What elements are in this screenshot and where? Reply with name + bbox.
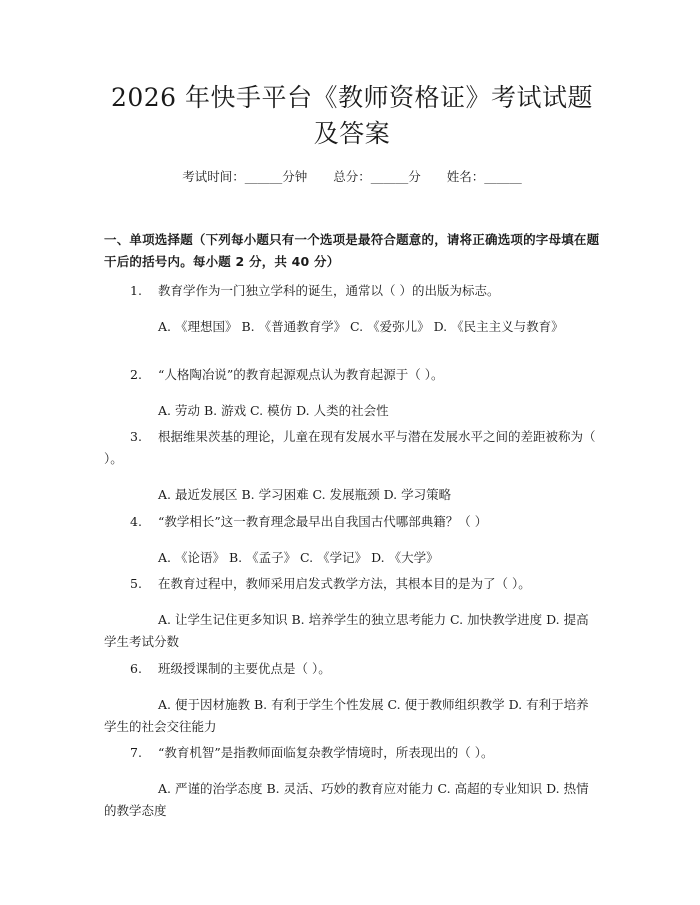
question-stem: 在教育过程中，教师采用启发式教学方法，其根本目的是为了（ ）。 [158, 576, 531, 591]
exam-meta [104, 167, 600, 187]
question-number: 4. [130, 514, 142, 529]
total-score: 总分：______分 [333, 169, 421, 184]
exam-time: 考试时间：______分钟 [182, 169, 308, 184]
question-1 [104, 280, 600, 338]
question-number: 7. [130, 745, 142, 760]
question-options: A. 劳动 B. 游戏 C. 模仿 D. 人类的社会性 [158, 403, 389, 418]
question-options: A. 最近发展区 B. 学习困难 C. 发展瓶颈 D. 学习策略 [158, 487, 452, 502]
question-options: A. 《理想国》 B. 《普通教育学》 C. 《爱弥儿》 D. 《民主主义与教育》 [158, 319, 564, 334]
question-number: 1. [130, 283, 142, 298]
question-number: 5. [130, 576, 142, 591]
question-options: A. 便于因材施教 B. 有利于学生个性发展 C. 便于教师组织教学 D. 有利于培养学生的社会交往能力 [104, 697, 589, 734]
student-name: 姓名：______ [446, 169, 522, 184]
question-stem: “教育机智”是指教师面临复杂教学情境时，所表现出的（ ）。 [158, 745, 494, 760]
question-2 [104, 364, 600, 422]
question-stem: “人格陶冶说”的教育起源观点认为教育起源于（ ）。 [158, 367, 444, 382]
question-options: A. 《论语》 B. 《孟子》 C. 《学记》 D. 《大学》 [158, 550, 439, 565]
question-stem: 班级授课制的主要优点是（ ）。 [158, 661, 331, 676]
question-4 [104, 511, 600, 569]
page-title: 2026 年快手平台《教师资格证》考试试题及答案 [110, 83, 594, 148]
question-5 [104, 573, 600, 653]
question-3 [104, 426, 600, 506]
question-stem: 根据维果茨基的理论，儿童在现有发展水平与潜在发展水平之间的差距被称为（ ）。 [104, 429, 596, 466]
question-6 [104, 658, 600, 738]
question-stem: 教育学作为一门独立学科的诞生，通常以（ ）的出版为标志。 [158, 283, 500, 298]
question-number: 6. [130, 661, 142, 676]
question-stem: “教学相长”这一教育理念最早出自我国古代哪部典籍？（ ） [158, 514, 488, 529]
question-7 [104, 742, 600, 822]
question-options: A. 严谨的治学态度 B. 灵活、巧妙的教育应对能力 C. 高超的专业知识 D. 热情的教学态度 [104, 781, 589, 818]
section-heading: 一、单项选择题（下列每小题只有一个选项是最符合题意的，请将正确选项的字母填在题干后的括号内。每小题 2 分，共 40 分） [104, 232, 600, 269]
question-options: A. 让学生记住更多知识 B. 培养学生的独立思考能力 C. 加快教学进度 D. 提高学生考试分数 [104, 612, 589, 649]
question-number: 3. [130, 429, 142, 444]
question-number: 2. [130, 367, 142, 382]
